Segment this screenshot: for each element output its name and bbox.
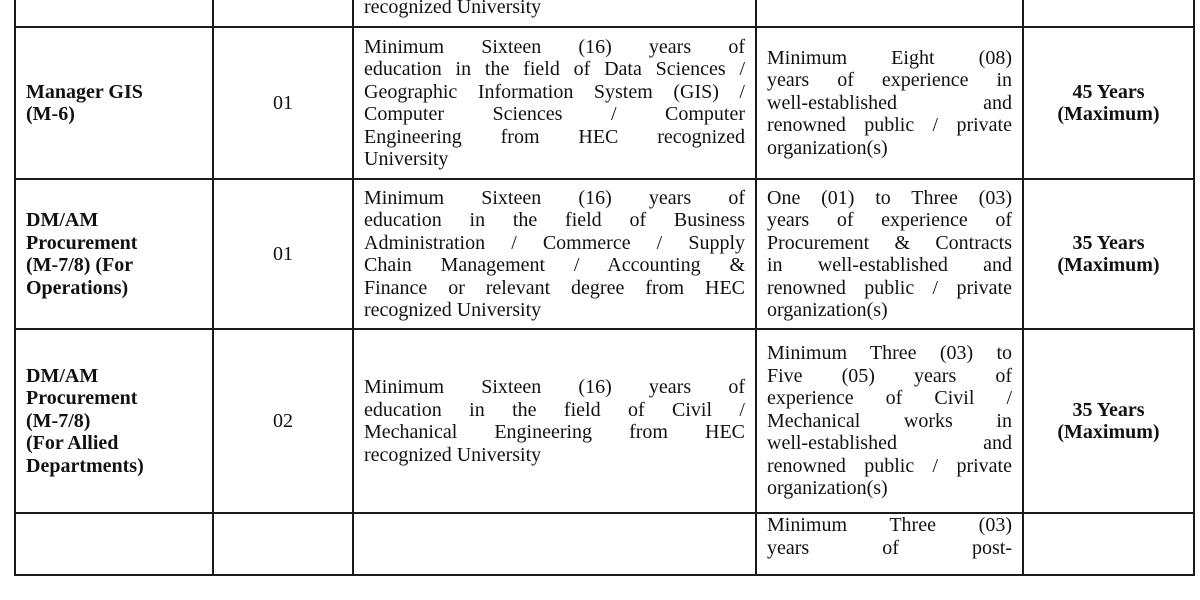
- experience-line: years of experience of: [767, 209, 1012, 231]
- experience-line: well-established and: [767, 91, 1012, 114]
- age-line: (Maximum): [1057, 421, 1160, 443]
- experience-line: organization(s): [767, 299, 888, 321]
- qualification-line: Minimum Sixteen (16) years of: [364, 376, 745, 398]
- experience-line: Minimum Eight (08): [767, 46, 1012, 69]
- age-line: (Maximum): [1057, 103, 1160, 125]
- experience-line: in well-established and: [767, 254, 1012, 276]
- experience-line: years of post-: [767, 536, 1012, 559]
- experience-cell: [756, 27, 1023, 179]
- experience-line: Procurement & Contracts: [767, 231, 1012, 254]
- post-cell: [15, 27, 213, 179]
- table-row: [15, 329, 1194, 513]
- post-line: Procurement: [26, 387, 138, 410]
- count-cell: 01: [213, 179, 353, 329]
- experience-line: One (01) to Three (03): [767, 186, 1012, 209]
- experience-cell: [756, 329, 1023, 513]
- age-line: (Maximum): [1057, 254, 1160, 276]
- qualification-line: recognized University: [364, 299, 542, 321]
- qualification-cell: [353, 513, 756, 575]
- experience-line: organization(s): [767, 136, 888, 159]
- experience-line: Minimum Three (03): [767, 514, 1012, 536]
- qualification-line: recognized University: [364, 443, 542, 466]
- qualification-line: Minimum Sixteen (16) years of: [364, 35, 745, 58]
- post-cell: [15, 513, 213, 575]
- post-line: DM/AM: [26, 364, 99, 387]
- qualification-line: Finance or relevant degree from HEC: [364, 276, 745, 299]
- table-row: [15, 513, 1194, 575]
- post-line: Operations): [26, 276, 129, 299]
- post-line: (M-6): [26, 103, 75, 125]
- post-line: (M-7/8): [26, 409, 91, 432]
- table-row: [15, 179, 1194, 329]
- age-cell: [1023, 513, 1194, 575]
- post-line: DM/AM: [26, 209, 99, 231]
- post-line: Procurement: [26, 231, 138, 254]
- qualification-line: Minimum Sixteen (16) years of: [364, 186, 745, 209]
- qualification-line: Geographic Information System (GIS) /: [364, 80, 745, 103]
- experience-cell: [756, 0, 1023, 27]
- table-row: [15, 0, 1194, 27]
- experience-line: Five (05) years of: [767, 364, 1012, 387]
- experience-line: Minimum Three (03) to: [767, 342, 1012, 365]
- count-cell: 01: [213, 27, 353, 179]
- experience-line: renowned public / private: [767, 454, 1012, 477]
- age-cell: [1023, 0, 1194, 27]
- count-cell: 02: [213, 329, 353, 513]
- qualification-line: Administration / Commerce / Supply: [364, 231, 745, 254]
- age-cell: [1023, 329, 1194, 513]
- age-line: 35 Years: [1072, 398, 1145, 421]
- qualification-line: Computer Sciences / Computer: [364, 103, 745, 125]
- table-row: [15, 27, 1194, 179]
- qualification-line: Engineering from HEC recognized: [364, 125, 745, 148]
- experience-line: experience of Civil /: [767, 387, 1012, 410]
- experience-line: renowned public / private: [767, 276, 1012, 299]
- qualification-line: University: [364, 148, 449, 170]
- qualification-line: education in the field of Data Sciences /: [364, 58, 745, 80]
- count-cell: [213, 0, 353, 27]
- post-line: Manager GIS: [26, 80, 143, 103]
- qualification-cell: [353, 329, 756, 513]
- count-cell: [213, 513, 353, 575]
- qualification-cell: [353, 27, 756, 179]
- experience-cell: [756, 513, 1023, 575]
- experience-line: years of experience in: [767, 69, 1012, 92]
- post-line: (For Allied: [26, 432, 119, 455]
- post-line: (M-7/8) (For: [26, 254, 134, 276]
- post-cell: [15, 179, 213, 329]
- age-cell: [1023, 27, 1194, 179]
- experience-line: well-established and: [767, 432, 1012, 455]
- job-requirements-table: [14, 0, 1195, 576]
- qualification-line: Chain Management / Accounting &: [364, 254, 745, 276]
- experience-line: Mechanical works in: [767, 409, 1012, 432]
- qualification-line: Mechanical Engineering from HEC: [364, 421, 745, 443]
- age-line: 35 Years: [1072, 231, 1145, 254]
- qualification-line: education in the field of Civil /: [364, 398, 745, 421]
- qualification-line: education in the field of Business: [364, 209, 745, 231]
- experience-cell: [756, 179, 1023, 329]
- experience-line: renowned public / private: [767, 114, 1012, 137]
- age-cell: [1023, 179, 1194, 329]
- post-line: Departments): [26, 454, 144, 477]
- qualification-cell: [353, 0, 756, 27]
- post-cell: [15, 0, 213, 27]
- age-line: 45 Years: [1072, 80, 1145, 103]
- qualification-cell: [353, 179, 756, 329]
- experience-line: organization(s): [767, 477, 888, 500]
- post-cell: [15, 329, 213, 513]
- qualification-line: recognized University: [364, 0, 542, 18]
